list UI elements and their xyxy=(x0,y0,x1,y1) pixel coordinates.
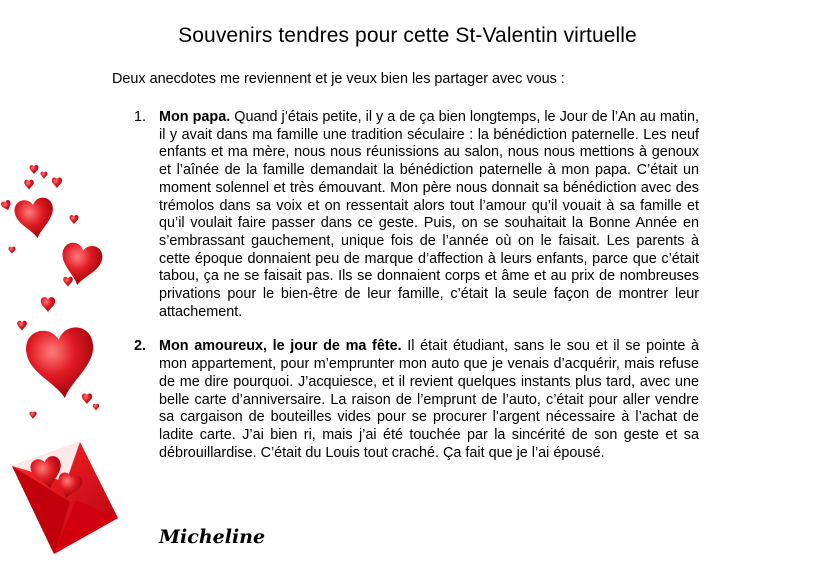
list-item xyxy=(134,109,699,321)
envelope-icon xyxy=(12,442,118,554)
signature: Micheline xyxy=(159,526,266,548)
anecdote-list xyxy=(134,109,699,462)
list-item-text: Il était étudiant, sans le sou et il se pointe à mon appartement, pour m’emprunter mon auto que je venais d’acquérir, mais refuse de me dire pourquoi. J’acquiesce, et il revient quelques instants plus tard, avec une belle carte d’anniversaire. La raison de l’emprunt de l’auto, c’était pour aller vendre sa cargaison de bouteilles vides pour se procurer l’argent nécessaire à l’achat de ladite carte. J’ai bien ri, mais j’ai été touchée par la sincérité de son geste et sa débrouillardise. C’était du Louis tout craché. Ça fait que je l’ai épousé. xyxy=(159,338,699,461)
list-item-lead: Mon amoureux, le jour de ma fête. xyxy=(159,338,402,355)
list-item-text: Quand j’étais petite, il y a de ça bien longtemps, le Jour de l’An au matin, il y avait dans ma famille une tradition séculaire : la bénédiction paternelle. Les neuf enfants et ma mère, nous nous réunissions au salon, nous nous mettions à genoux et l’aînée de la famille demandait la bénédiction paternelle à mon papa. C’était un moment solennel et très émouvant. Mon père nous donnait sa bénédiction avec des trémolos dans sa voix et on ressentait alors tout l’amour qu’il vouait à sa famille et qu’il voulait faire passer dans ce geste. Puis, on se souhaitait la Bonne Année en s’embrassant gauchement, unique fois de l’année où on le faisait. Les parents à cette époque donnaient peu de marque d’affection à leurs enfants, parce que c’était tabou, ça ne se faisait pas. Ils se donnaient corps et âme et au prix de nombreuses privations pour le bien-être de leur famille, c’était la seule façon de montrer leur attachement. xyxy=(159,109,700,320)
medium-hearts xyxy=(13,196,104,401)
list-item-number: 2. xyxy=(134,338,147,355)
page-title: Souvenirs tendres pour cette St-Valentin virtuelle xyxy=(178,24,637,47)
intro-paragraph: Deux anecdotes me reviennent et je veux bien les partager avec vous : xyxy=(112,71,565,87)
list-item xyxy=(134,338,699,462)
list-item-lead: Mon papa. xyxy=(159,109,231,125)
list-item-number: 1. xyxy=(134,109,147,125)
hearts-envelope-icon xyxy=(0,130,130,570)
